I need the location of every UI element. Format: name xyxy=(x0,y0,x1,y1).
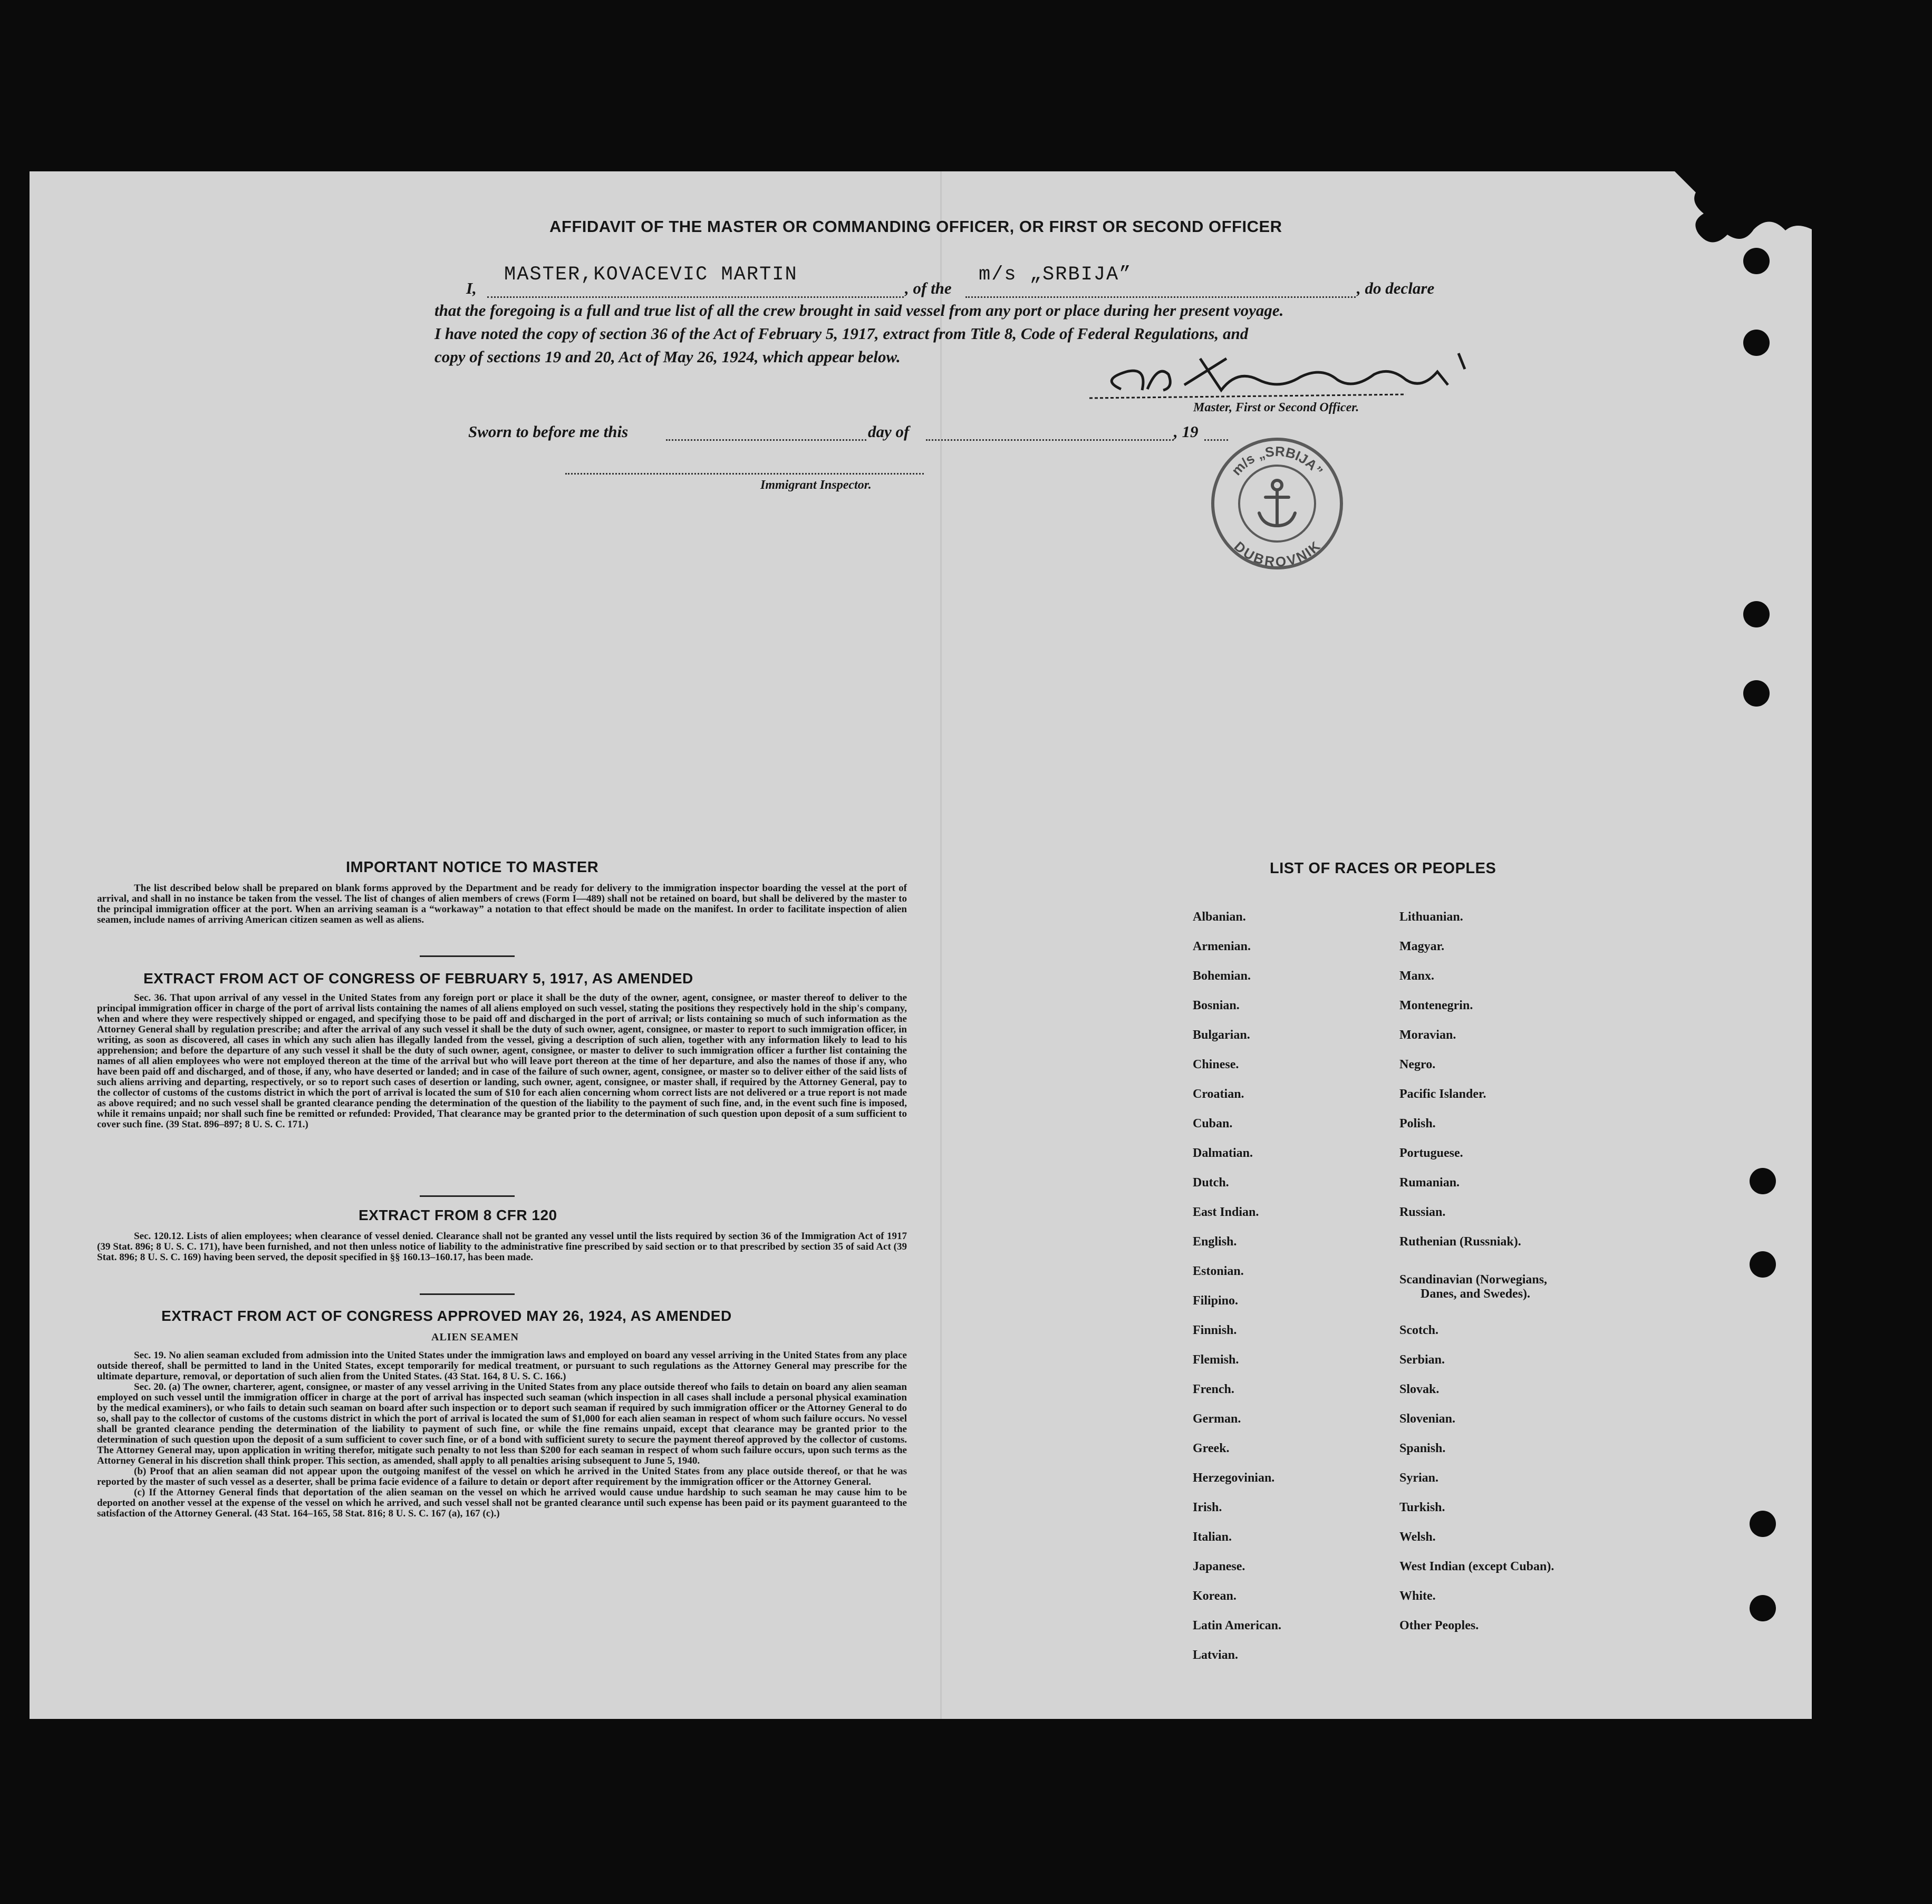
affidavit-title: AFFIDAVIT OF THE MASTER OR COMMANDING OFFICER, OR FIRST OR SECOND OFFICER xyxy=(549,217,1282,236)
race-item: Bosnian. xyxy=(1193,999,1240,1012)
race-item: German. xyxy=(1193,1412,1241,1426)
race-item: East Indian. xyxy=(1193,1205,1259,1219)
svg-text:DUBROVNIK xyxy=(1231,538,1324,570)
race-item: Finnish. xyxy=(1193,1323,1237,1337)
race-item: Serbian. xyxy=(1399,1353,1445,1367)
sworn-label: Sworn to before me this xyxy=(468,422,629,441)
punch-hole xyxy=(1750,1595,1776,1621)
sec-20c-text: (c) If the Attorney General finds that deportation of the alien seaman on the vessel on which he arrived would cause undue hardship to such seaman he may cause him to be deported on another vessel at the expense of the vessel on which he arrived, and such vessel shall not be granted clearance until such expense has been paid or its payment guaranteed to the satisfaction of the Attorney General. (43 Stat. 164–165, 58 Stat. 816; 8 U. S. C. 167 (a), 167 (c).) xyxy=(97,1487,907,1519)
affidavit-i-label: I, xyxy=(466,279,477,297)
race-item: Latin American. xyxy=(1193,1619,1281,1632)
day-of-label: day of xyxy=(868,422,910,441)
race-item: Polish. xyxy=(1399,1117,1436,1130)
race-item: Japanese. xyxy=(1193,1560,1245,1573)
race-item: Slovenian. xyxy=(1399,1412,1456,1426)
vessel-name: m/s „SRBIJA” xyxy=(979,264,1132,286)
race-item: Flemish. xyxy=(1193,1353,1239,1367)
notice-body: The list described below shall be prepared on blank forms approved by the Department and be ready for delivery to the immigration inspector boarding the vessel at the port of arrival, and shall in no instance be taken from the vessel. The list of changes of alien members of crews (Form I—489) shall not be retained on board, but shall be delivered by the master to the principal immigration officer at the port. When an arriving seaman is a “workaway” a notation to that effect should be made on the manifest. In order to facilitate inspection of alien seamen, include names of arriving American citizen seamen as well as aliens. xyxy=(97,883,907,925)
race-item: Montenegrin. xyxy=(1399,999,1473,1012)
torn-corner xyxy=(1611,171,1812,256)
document-sheet xyxy=(30,171,1812,1719)
sworn-month-line xyxy=(926,439,1174,441)
race-item: White. xyxy=(1399,1589,1436,1603)
punch-hole xyxy=(1743,680,1770,707)
of-the-label: , of the xyxy=(905,279,952,297)
vessel-name-line xyxy=(965,296,1356,298)
extract-1924-body xyxy=(97,1350,907,1519)
race-item: Moravian. xyxy=(1399,1028,1456,1042)
race-item: Rumanian. xyxy=(1399,1176,1460,1190)
sec-20a-text: Sec. 20. (a) The owner, charterer, agent, consignee, or master of any vessel arriving in the United States from any place outside thereof who fails to detain on board any alien seaman employed on such vessel until the immigration officer in charge at the port of arrival has inspected such seaman (which inspection in all cases shall include a personal physical examination by the medical examiners), or who fails to detain such seaman on board after such inspection or to deport such seaman if required by such immigration officer or the Attorney General to do so, shall pay to the collector of customs of the customs district in which the port of arrival is located the sum of $1,000 for each alien seaman in respect of whom such failure occurs. No vessel shall be granted clearance pending the determination of the liability to payment of such fine, or while the fine remains unpaid, except that clearance may be granted prior to the determination of such question upon the deposit of a sum sufficient to cover such fine, or of a bond with sufficient surety to secure the payment thereof approved by the collector of customs. The Attorney General may, upon application in writing therefor, mitigate such penalty to not less than $200 for each seaman in respect of whom such failure occurs, upon such terms as the Attorney General in his discretion shall think proper. This section, as amended, shall apply to all penalties arising subsequent to June 5, 1940. xyxy=(97,1381,907,1466)
signature-caption: Master, First or Second Officer. xyxy=(1193,401,1359,414)
stamp-vessel-text: m/s „SRBIJA” xyxy=(1228,443,1326,479)
extract-cfr-body: Sec. 120.12. Lists of alien employees; when clearance of vessel denied. Clearance shall not be granted any vessel until the lists required by section 36 of the Immigration Act of 1917 (39 Stat. 896; 8 U. S. C. 171), have been furnished, and not then unless notice of liability to the administrative fine prescribed by said section or to that prescribed by section 35 of said Act (39 Stat. 896; 8 U. S. C. 169) having been served, the deposit specified in §§ 160.13–160.17, has been made. xyxy=(97,1231,907,1263)
race-item: Korean. xyxy=(1193,1589,1237,1603)
race-item: Bohemian. xyxy=(1193,969,1251,983)
race-item: Bulgarian. xyxy=(1193,1028,1250,1042)
race-item: Pacific Islander. xyxy=(1399,1087,1486,1101)
race-item: French. xyxy=(1193,1383,1234,1396)
race-item: Scotch. xyxy=(1399,1323,1438,1337)
punch-hole xyxy=(1750,1511,1776,1537)
race-item: Armenian. xyxy=(1193,940,1251,953)
punch-hole xyxy=(1750,1251,1776,1278)
notice-title: IMPORTANT NOTICE TO MASTER xyxy=(346,859,599,876)
race-item: Russian. xyxy=(1399,1205,1446,1219)
affidavit-line-2: that the foregoing is a full and true list of all the crew brought in said vessel from any port or place during her present voyage. xyxy=(434,301,1284,320)
race-item: English. xyxy=(1193,1235,1237,1249)
race-item: Other Peoples. xyxy=(1399,1619,1479,1632)
race-item: Estonian. xyxy=(1193,1264,1244,1278)
race-item: Welsh. xyxy=(1399,1530,1436,1544)
divider-1 xyxy=(420,955,515,957)
affidavit-line-4: copy of sections 19 and 20, Act of May 26, 1924, which appear below. xyxy=(434,347,901,366)
divider-2 xyxy=(420,1195,515,1197)
race-item: Negro. xyxy=(1399,1058,1436,1071)
do-declare-label: , do declare xyxy=(1357,279,1435,297)
race-item: Filipino. xyxy=(1193,1294,1239,1308)
punch-hole xyxy=(1743,601,1770,627)
race-item: Turkish. xyxy=(1399,1501,1445,1514)
race-item: Chinese. xyxy=(1193,1058,1239,1071)
sworn-day-line xyxy=(666,439,866,441)
race-item: Croatian. xyxy=(1193,1087,1244,1101)
extract-1917-body: Sec. 36. That upon arrival of any vessel in the United States from any foreign port or place it shall be the duty of the owner, agent, consignee, or master thereof to deliver to the principal immigration officer in charge of the port of arrival lists containing the names of all aliens employed on such vessel, stating the positions they respectively hold in the ship's company, when and where they were respectively shipped or engaged, and specifying those to be paid off and discharged in the port of arrival; or lists containing so much of such information as the Attorney General shall by regulation prescribe; and after the arrival of any such vessel it shall be the duty of such owner, agent, consignee, or master to report to such immigration officer, in writing, as soon as discovered, all cases in which any such alien has illegally landed from the vessel, giving a description of such alien, together with any information likely to lead to his apprehension; and before the departure of any such vessel it shall be the duty of such owner, agent, consignee, or master to deliver to such immigration officer a further list containing the names of all alien employees who were not employed thereon at the time of the arrival but who will leave port thereon at the time of her departure, and also the names of those if any, who have been paid off and discharged, and of those, if any, who have deserted or landed; and in case of the failure of such owner, agent, consignee, or master so to deliver either of the said lists of such aliens arriving and departing, respectively, or so to report such cases of desertion or landing, such owner, agent, consignee, or master shall, if required by the Attorney General, pay to the collector of customs of the customs district in which the port of arrival is located the sum of $10 for each alien concerning whom correct lists are not delivered or a true report is not made as above required; and no such vessel shall be granted clearance pending the determination of the question of the liability to the payment of such fine, and, in the event such fine is imposed, while it remains unpaid; nor shall such fine be remitted or refunded: Provided, That clearance may be granted prior to the determination of such question upon deposit of a sum sufficient to cover such fine. (39 Stat. 896–897; 8 U. S. C. 171.) xyxy=(97,992,907,1130)
race-item: Magyar. xyxy=(1399,940,1445,953)
race-item: Italian. xyxy=(1193,1530,1232,1544)
race-item: Ruthenian (Russniak). xyxy=(1399,1235,1521,1249)
anchor-icon xyxy=(1259,480,1295,526)
punch-hole xyxy=(1743,330,1770,356)
punch-hole xyxy=(1750,1168,1776,1194)
year-label: , 19 xyxy=(1174,422,1199,441)
race-item: Albanian. xyxy=(1193,910,1246,924)
extract-1924-subtitle: ALIEN SEAMEN xyxy=(431,1331,519,1343)
race-item: Dalmatian. xyxy=(1193,1146,1253,1160)
sec-19-text: Sec. 19. No alien seaman excluded from admission into the United States under the immigration laws and employed on board any vessel arriving in the United States from any place outside thereof, shall be permitted to land in the United States, except temporarily for medical treatment, or pursuant to such regulations as the Attorney General may prescribe for the ultimate departure, removal, or deportation of such alien from the United States. (43 Stat. 164, 8 U. S. C. 166.) xyxy=(97,1350,907,1382)
race-item: Slovak. xyxy=(1399,1383,1440,1396)
extract-1924-title: EXTRACT FROM ACT OF CONGRESS APPROVED MAY 26, 1924, AS AMENDED xyxy=(161,1308,732,1324)
divider-3 xyxy=(420,1293,515,1295)
master-name-line xyxy=(487,296,904,298)
master-signature xyxy=(1089,348,1522,406)
race-item: Syrian. xyxy=(1399,1471,1439,1485)
race-item: Danes, and Swedes). xyxy=(1421,1287,1531,1301)
sec-20b-text: (b) Proof that an alien seaman did not appear upon the outgoing manifest of the vessel on which he arrived in the United States from any place outside thereof, or that he was reported by the master of such vessel as a deserter, shall be prima facie evidence of a failure to detain or deport after requirement by the immigration officer or the Attorney General. xyxy=(97,1466,907,1487)
race-item: Manx. xyxy=(1399,969,1434,983)
stamp-port-text: DUBROVNIK xyxy=(1231,538,1324,570)
stamp-graphic xyxy=(1209,435,1346,572)
extract-1917-title: EXTRACT FROM ACT OF CONGRESS OF FEBRUARY 5, 1917, AS AMENDED xyxy=(143,970,693,987)
race-item: Scandinavian (Norwegians, xyxy=(1399,1273,1548,1287)
race-item: Latvian. xyxy=(1193,1648,1239,1662)
inspector-caption: Immigrant Inspector. xyxy=(760,478,872,492)
race-item: West Indian (except Cuban). xyxy=(1399,1560,1554,1573)
race-item: Lithuanian. xyxy=(1399,910,1463,924)
affidavit-line-3: I have noted the copy of section 36 of the Act of February 5, 1917, extract from Title 8, Code of Federal Regulations, and xyxy=(434,324,1249,343)
ship-stamp xyxy=(1209,435,1346,572)
master-name: MASTER,KOVACEVIC MARTIN xyxy=(504,264,798,286)
inspector-signature-line xyxy=(565,473,924,475)
race-item: Herzegovinian. xyxy=(1193,1471,1275,1485)
race-item: Dutch. xyxy=(1193,1176,1229,1190)
race-item: Cuban. xyxy=(1193,1117,1233,1130)
extract-cfr-title: EXTRACT FROM 8 CFR 120 xyxy=(359,1207,557,1223)
fold-line xyxy=(940,171,942,1719)
race-item: Portuguese. xyxy=(1399,1146,1463,1160)
race-item: Irish. xyxy=(1193,1501,1222,1514)
races-title: LIST OF RACES OR PEOPLES xyxy=(1270,860,1496,877)
race-item: Greek. xyxy=(1193,1442,1230,1455)
race-item: Spanish. xyxy=(1399,1442,1446,1455)
